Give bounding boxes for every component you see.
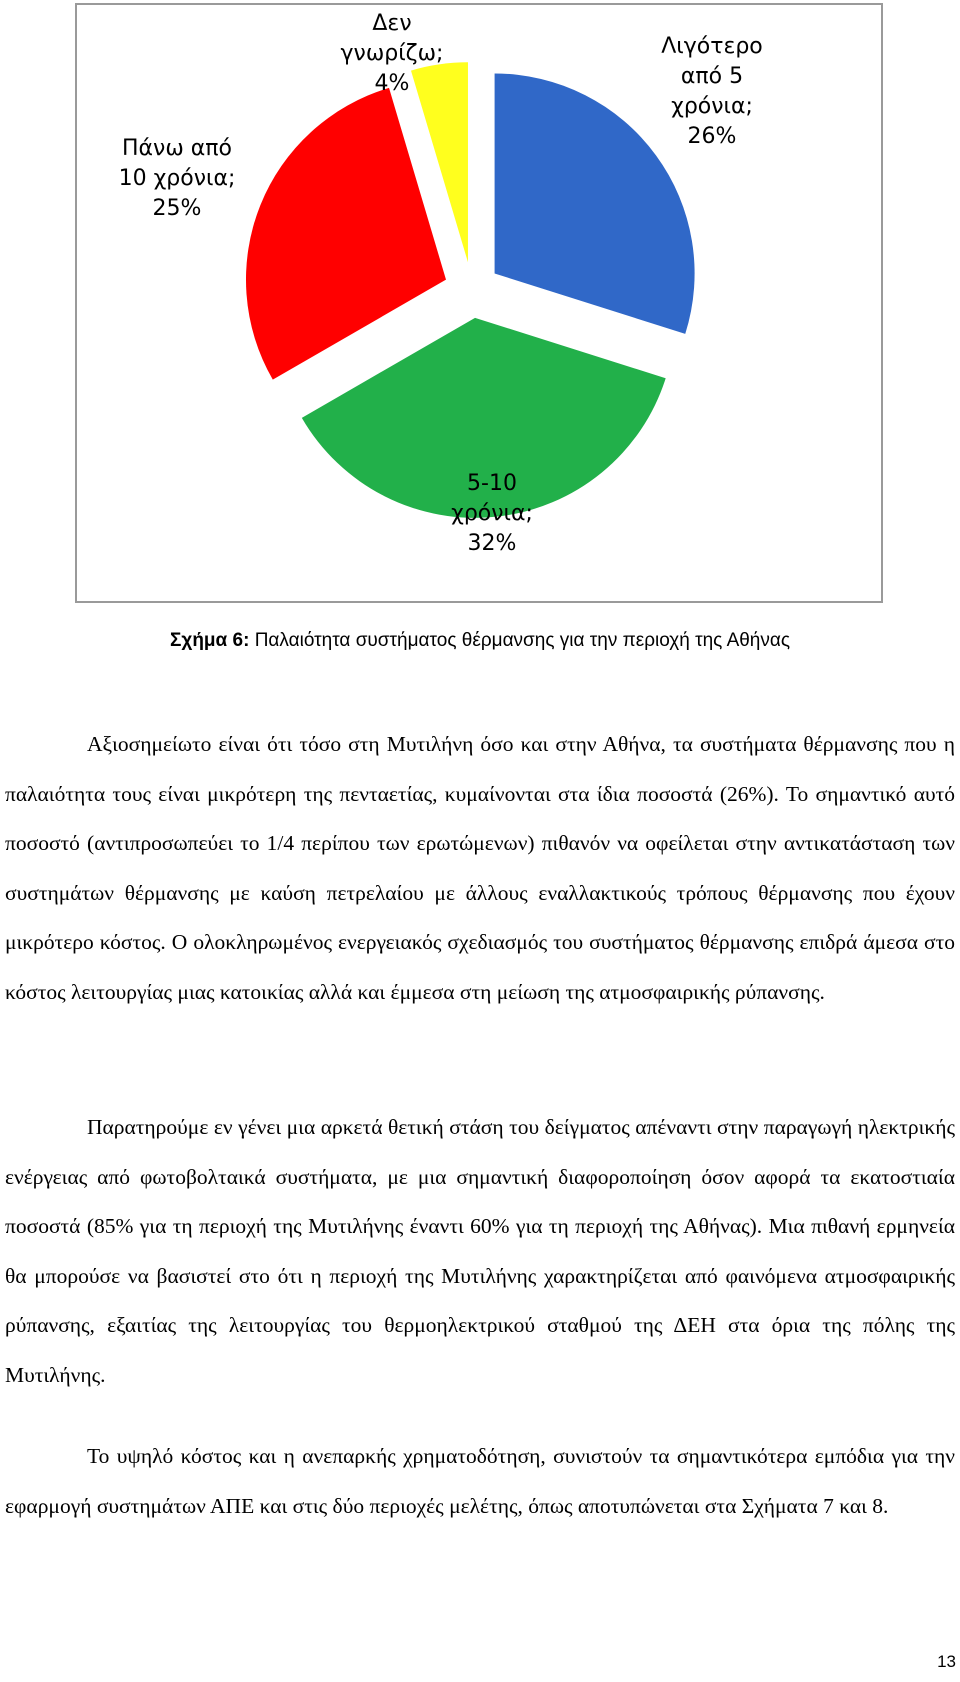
figure-caption-prefix: Σχήμα 6:	[169, 630, 250, 651]
paragraph-2: Παρατηρούμε εν γένει μια αρκετά θετική στάση του δείγματος απέναντι στην παραγωγή ηλεκτρικής ενέργειας από φωτοβολταικά συστήματα, με μια σημαντική διαφοροποίηση όσον αφορά τα εκατοστιαία ποσοστά (85% για τη περιοχή της Μυτιλήνης έναντι 60% για τη περιοχή της Αθήνας). Μια πιθανή ερμηνεία θα μπορούσε να βασιστεί στο ότι η περιοχή της Μυτιλήνης χαρακτηρίζεται από φαινόμενα ατμοσφαιρικής ρύπανσης, εξαιτίας της λειτουργίας του θερμοηλεκτρικού σταθμού της ΔΕΗ στα όρια της πόλης της Μυτιλήνης.	[5, 1115, 955, 1387]
pie-slice-label-line: χρόνια;	[671, 94, 753, 119]
figure-caption	[0, 630, 960, 652]
page-number: 13	[937, 1652, 956, 1671]
pie-slice-label-2	[119, 136, 236, 221]
pie-slice-label-line: 4%	[374, 71, 410, 96]
pie-slice-label-line: 25%	[152, 196, 202, 221]
pie-slice-2	[246, 88, 446, 380]
pie-slice-label-line: χρόνια;	[451, 501, 533, 526]
pie-chart-canvas	[77, 5, 881, 601]
pie-slice-label-line: 26%	[687, 124, 737, 149]
paragraph-1: Αξιοσημείωτο είναι ότι τόσο στη Μυτιλήνη όσο και στην Αθήνα, τα συστήματα θέρμανσης που η παλαιότητα τους είναι μικρότερη της πενταετίας, κυμαίνονται στα ίδια ποσοστά (26%). Το σημαντικό αυτό ποσοστό (αντιπροσωπεύει το 1/4 περίπου των ερωτώμενων) πιθανόν να οφείλεται στην αντικατάσταση των συστημάτων θέρμανσης με καύση πετρελαίου με άλλους εναλλακτικούς τρόπους θέρμανσης που έχουν μικρότερο κόστος. Ο ολοκληρωμένος ενεργειακός σχεδιασμός του συστήματος θέρμανσης επιδρά άμεσα στο κόστος λειτουργίας μιας κατοικίας αλλά και έμμεσα στη μείωση της ατμοσφαιρικής ρύπανσης.	[5, 732, 955, 1004]
pie-slice-label-line: από 5	[680, 64, 744, 89]
pie-slice-label-line: 32%	[467, 531, 517, 556]
pie-slice-label-line: Λιγότερο	[661, 34, 763, 59]
pie-slice-label-line: Δεν	[372, 11, 412, 36]
pie-slice-label-line: 10 χρόνια;	[118, 166, 236, 191]
pie-slice-label-line: 5-10	[467, 471, 517, 496]
pie-slice-label-line: Πάνω από	[122, 136, 232, 161]
paragraph-3: Το υψηλό κόστος και η ανεπαρκής χρηματοδότηση, συνιστούν τα σημαντικότερα εμπόδια για την εφαρμογή συστημάτων ΑΠΕ και στις δύο περιοχές μελέτης, όπως αποτυπώνεται στα Σχήματα 7 και 8.	[5, 1444, 955, 1518]
pie-slice-0	[495, 73, 695, 333]
pie-slice-label-line: γνωρίζω;	[340, 41, 444, 66]
figure-caption-text: Παλαιότητα συστήματος θέρμανσης για την περιοχή της Αθήνας	[249, 630, 791, 651]
pie-slice-label-0	[661, 34, 763, 149]
pie-chart	[75, 3, 883, 603]
